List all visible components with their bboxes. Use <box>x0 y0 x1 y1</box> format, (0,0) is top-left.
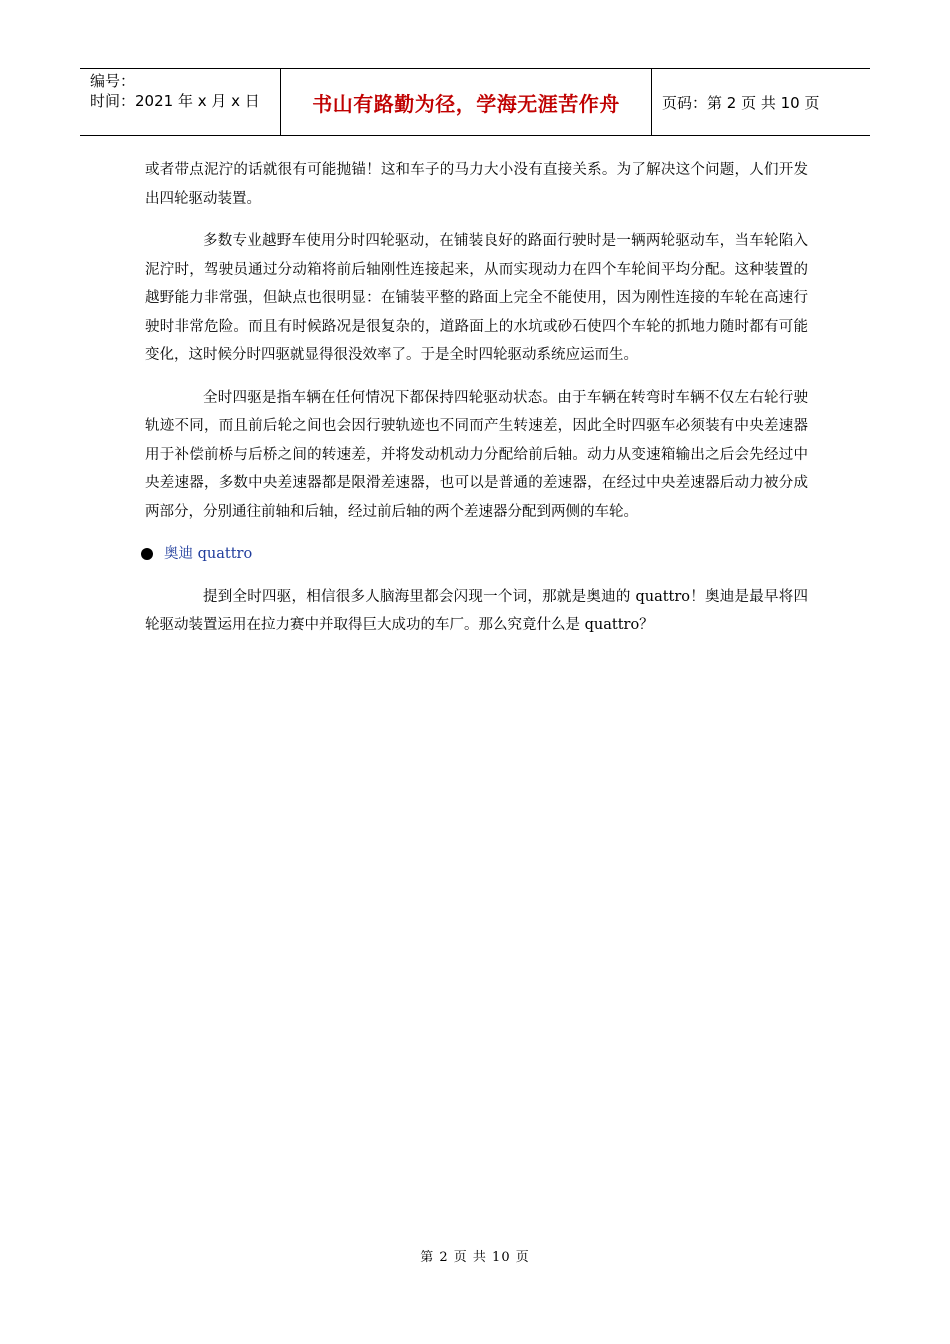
header-page-info: 页码：第 2 页 共 10 页 <box>662 93 820 112</box>
page-header <box>80 68 870 136</box>
paragraph-3: 全时四驱是指车辆在任何情况下都保持四轮驱动状态。由于车辆在转弯时车辆不仅左右轮行驶轨迹不同，而且前后轮之间也会因行驶轨迹也不同而产生转速差，因此全时四驱车必须装有中央差速器用于补偿前桥与后桥之间的转速差，并将发动机动力分配给前后轴。动力从变速箱输出之后会先经过中央差速器，多数中央差速器都是限滑差速器，也可以是普通的差速器，在经过中央差速器后动力被分成两部分，分别通往前轴和后轴，经过前后轴的两个差速器分配到两侧的车轮。 <box>145 389 808 520</box>
doc-date: 时间：2021 年 x 月 x 日 <box>90 92 260 110</box>
header-meta <box>80 69 280 135</box>
bullet-item <box>141 540 808 569</box>
doc-code-label: 编号： <box>90 72 136 90</box>
document-body <box>145 156 808 654</box>
page-footer: 第 2 页 共 10 页 <box>420 1250 530 1265</box>
paragraph-2: 多数专业越野车使用分时四轮驱动，在铺装良好的路面行驶时是一辆两轮驱动车，当车轮陷入泥泞时，驾驶员通过分动箱将前后轴刚性连接起来，从而实现动力在四个车轮间平均分配。这种装置的越野能力非常强，但缺点也很明显：在铺装平整的路面上完全不能使用，因为刚性连接的车轮在高速行驶时非常危险。而且有时候路况是很复杂的，道路面上的水坑或砂石使四个车轮的抓地力随时都有可能变化，这时候分时四驱就显得很没效率了。于是全时四轮驱动系统应运而生。 <box>145 233 808 363</box>
header-motto: 书山有路勤为径，学海无涯苦作舟 <box>280 69 652 135</box>
bullet-dot-icon <box>141 548 153 560</box>
paragraph-4: 提到全时四驱，相信很多人脑海里都会闪现一个词，那就是奥迪的 quattro！奥迪是最早将四轮驱动装置运用在拉力赛中并取得巨大成功的车厂。那么究竟什么是 quattro？ <box>145 588 808 633</box>
bullet-text: 奥迪 quattro <box>164 546 253 562</box>
paragraph-1: 或者带点泥泞的话就很有可能抛锚！这和车子的马力大小没有直接关系。为了解决这个问题，人们开发出四轮驱动装置。 <box>145 162 808 207</box>
